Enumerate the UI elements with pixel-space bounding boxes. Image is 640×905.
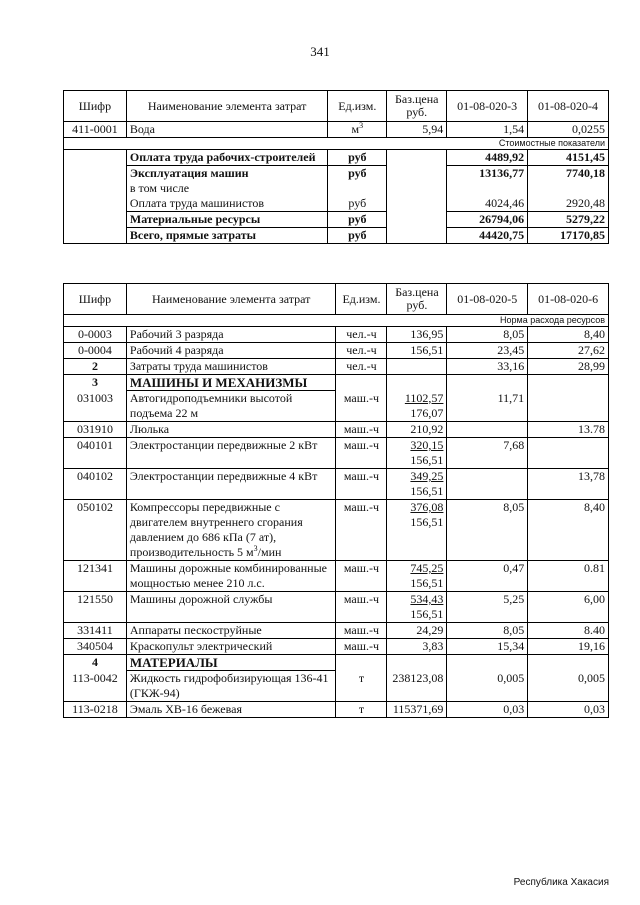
row-code: 113-0042 [64, 671, 127, 702]
row-price [387, 391, 447, 422]
row-name: Эксплуатация машин [126, 166, 327, 182]
row-value-a: 33,16 [447, 359, 528, 375]
table-row [64, 639, 609, 655]
row-unit: руб [328, 196, 387, 212]
row-name: Краскопульт электрический [126, 639, 336, 655]
row-unit: маш.-ч [336, 422, 387, 438]
price-primary: 3,83 [422, 639, 444, 653]
header-col-b: 01-08-020-4 [528, 91, 609, 122]
row-price: 136,95 [387, 327, 447, 343]
header-code: Шифр [64, 91, 127, 122]
row-price: 115371,69 [387, 702, 447, 718]
row-value-a: 7,68 [447, 438, 528, 469]
row-code: 0-0004 [64, 343, 127, 359]
row-value-a: 8,05 [447, 500, 528, 561]
page-number: 341 [310, 44, 330, 59]
row-code: 031910 [64, 422, 127, 438]
header-price: Баз.цена руб. [387, 284, 447, 315]
row-value-b: 8,40 [528, 500, 609, 561]
section-row [64, 359, 609, 375]
row-unit: т [336, 702, 387, 718]
price-secondary: 156,51 [410, 484, 444, 498]
resource-table-2 [63, 283, 609, 718]
row-unit: маш.-ч [336, 623, 387, 639]
row-value-a [447, 422, 528, 438]
row-value-b: 27,62 [528, 343, 609, 359]
price-primary: 210,92 [410, 422, 444, 436]
row-value-a: 13136,77 [447, 166, 528, 182]
row-name: Электростанции передвижные 2 кВт [126, 438, 336, 469]
row-name: Вода [126, 122, 327, 138]
row-code: 331411 [64, 623, 127, 639]
row-value-b: 0,0255 [528, 122, 609, 138]
row-code: 050102 [64, 500, 127, 561]
table-row [64, 671, 609, 702]
row-value-b: 13.78 [528, 422, 609, 438]
table-row [64, 122, 609, 138]
row-name: Автогидроподъемники высотой подъема 22 м [126, 391, 336, 422]
row-name: Электростанции передвижные 4 кВт [126, 469, 336, 500]
row-name: Оплата труда рабочих-строителей [126, 150, 327, 166]
row-value-b: 0.81 [528, 561, 609, 592]
row-value-a: 0,005 [447, 671, 528, 702]
cost-table-1 [63, 90, 609, 244]
header-col-a: 01-08-020-5 [447, 284, 528, 315]
row-unit: руб [328, 228, 387, 244]
row-value-b: 4151,45 [528, 150, 609, 166]
section-row [64, 655, 609, 671]
table-row [64, 228, 609, 244]
section-name: МАТЕРИАЛЫ [126, 655, 336, 671]
name-superscript: 3 [253, 544, 258, 553]
row-value-b: 0,005 [528, 671, 609, 702]
header-code: Шифр [64, 284, 127, 315]
row-value-a: 23,45 [447, 343, 528, 359]
row-value-a: 4024,46 [447, 196, 528, 212]
row-code: 121550 [64, 592, 127, 623]
row-unit: руб [328, 166, 387, 182]
row-name: Материальные ресурсы [126, 212, 327, 228]
price-secondary: 156,51 [410, 515, 444, 529]
row-unit: маш.-ч [336, 592, 387, 623]
header-name: Наименование элемента затрат [126, 91, 327, 122]
price-primary: 320,15 [410, 438, 444, 452]
row-value-b [528, 438, 609, 469]
row-value-b: 13,78 [528, 469, 609, 500]
row-value-a: 5,25 [447, 592, 528, 623]
row-price [387, 500, 447, 561]
table-row [64, 561, 609, 592]
price-primary: 1102,57 [404, 390, 444, 405]
subheader-cost-indicators: Стоимостные показатели [447, 138, 609, 150]
row-price: 156,51 [387, 343, 447, 359]
row-value-b: 0,03 [528, 702, 609, 718]
table-row [64, 391, 609, 422]
section-code: 4 [64, 655, 127, 671]
table-row [64, 166, 609, 182]
row-code: 040102 [64, 469, 127, 500]
table-row [64, 343, 609, 359]
row-unit: руб [328, 150, 387, 166]
row-code: 340504 [64, 639, 127, 655]
row-value-b: 7740,18 [528, 166, 609, 182]
row-name: Машины дорожной службы [126, 592, 336, 623]
unit-text: м [351, 122, 360, 136]
row-value-a: 0,47 [447, 561, 528, 592]
price-secondary: 156,51 [410, 453, 444, 467]
row-value-b: 2920,48 [528, 196, 609, 212]
subheader-row [64, 138, 609, 150]
table-row [64, 469, 609, 500]
price-primary: 24,29 [416, 623, 444, 637]
row-price [387, 438, 447, 469]
row-price [387, 422, 447, 438]
header-col-a: 01-08-020-3 [447, 91, 528, 122]
row-name: в том числе [126, 181, 327, 196]
price-secondary: 176,07 [410, 405, 444, 420]
row-unit: маш.-ч [336, 639, 387, 655]
row-price [387, 592, 447, 623]
row-code: 031003 [64, 391, 127, 422]
row-value-a: 1,54 [447, 122, 528, 138]
table-row [64, 623, 609, 639]
row-value-a [447, 469, 528, 500]
section-name: Затраты труда машинистов [126, 359, 336, 375]
row-value-b: 19,16 [528, 639, 609, 655]
row-unit: маш.-ч [336, 391, 387, 422]
section-name: МАШИНЫ И МЕХАНИЗМЫ [126, 375, 336, 391]
table-header-row [64, 284, 609, 315]
row-unit: маш.-ч [336, 469, 387, 500]
table-row [64, 327, 609, 343]
row-value-a: 0,03 [447, 702, 528, 718]
row-name: Оплата труда машинистов [126, 196, 327, 212]
row-unit: маш.-ч [336, 500, 387, 561]
row-unit: руб [328, 212, 387, 228]
row-value-a: 8,05 [447, 623, 528, 639]
row-price: 238123,08 [387, 671, 447, 702]
table-row [64, 702, 609, 718]
unit-superscript: 3 [359, 121, 364, 130]
row-price [387, 469, 447, 500]
table-row [64, 422, 609, 438]
row-code: 113-0218 [64, 702, 127, 718]
row-name [126, 500, 336, 561]
row-name: Аппараты пескоструйные [126, 623, 336, 639]
price-secondary: 156,51 [410, 607, 444, 621]
price-primary: 534,43 [410, 592, 444, 606]
row-unit: чел.-ч [336, 343, 387, 359]
row-name: Эмаль ХВ-16 бежевая [126, 702, 336, 718]
row-value-a: 4489,92 [447, 150, 528, 166]
row-unit [328, 122, 387, 138]
price-secondary: 156,51 [410, 576, 444, 590]
subheader-row [64, 315, 609, 327]
name-text: Компрессоры передвижные с двигателем внутреннего сгорания давлением до 686 кПа (7 ат), производительность 5 м [129, 500, 303, 559]
table-row [64, 438, 609, 469]
row-name: Жидкость гидрофобизирующая 136-41 (ГКЖ-94) [126, 671, 336, 702]
header-col-b: 01-08-020-6 [528, 284, 609, 315]
row-unit: т [336, 671, 387, 702]
row-price [387, 639, 447, 655]
row-price: 5,94 [387, 122, 447, 138]
section-row [64, 375, 609, 391]
row-value-b: 6,00 [528, 592, 609, 623]
row-name: Люлька [126, 422, 336, 438]
subheader-resource-norm: Норма расхода ресурсов [447, 315, 609, 327]
row-code: 121341 [64, 561, 127, 592]
row-unit: чел.-ч [336, 327, 387, 343]
row-value-b: 5279,22 [528, 212, 609, 228]
header-name: Наименование элемента затрат [126, 284, 336, 315]
name-tail: /мин [257, 545, 282, 559]
section-code: 2 [64, 359, 127, 375]
row-value-b: 8.40 [528, 623, 609, 639]
table-row [64, 196, 609, 212]
row-value-b [528, 391, 609, 422]
table-row [64, 212, 609, 228]
row-code: 040101 [64, 438, 127, 469]
header-unit: Ед.изм. [328, 91, 387, 122]
table-row [64, 500, 609, 561]
row-name: Рабочий 4 разряда [126, 343, 336, 359]
row-price [387, 623, 447, 639]
row-name: Машины дорожные комбинированные мощностью менее 210 л.с. [126, 561, 336, 592]
price-primary: 376,08 [410, 500, 444, 514]
row-value-a: 15,34 [447, 639, 528, 655]
header-price: Баз.цена руб. [387, 91, 447, 122]
row-price [387, 561, 447, 592]
row-value-b: 17170,85 [528, 228, 609, 244]
section-code: 3 [64, 375, 127, 391]
table-row [64, 181, 609, 196]
row-value-b: 28,99 [528, 359, 609, 375]
row-unit: чел.-ч [336, 359, 387, 375]
row-value-a: 26794,06 [447, 212, 528, 228]
footer-region: Республика Хакасия [513, 877, 609, 888]
row-code: 411-0001 [64, 122, 127, 138]
price-primary: 745,25 [410, 561, 444, 575]
row-value-a: 44420,75 [447, 228, 528, 244]
row-code: 0-0003 [64, 327, 127, 343]
table-row [64, 150, 609, 166]
header-unit: Ед.изм. [336, 284, 387, 315]
row-value-a: 8,05 [447, 327, 528, 343]
row-value-b: 8,40 [528, 327, 609, 343]
table-header-row [64, 91, 609, 122]
table-row [64, 592, 609, 623]
price-primary: 349,25 [410, 469, 444, 483]
row-name: Всего, прямые затраты [126, 228, 327, 244]
row-value-a: 11,71 [447, 391, 528, 422]
row-name: Рабочий 3 разряда [126, 327, 336, 343]
row-unit: маш.-ч [336, 561, 387, 592]
row-unit: маш.-ч [336, 438, 387, 469]
